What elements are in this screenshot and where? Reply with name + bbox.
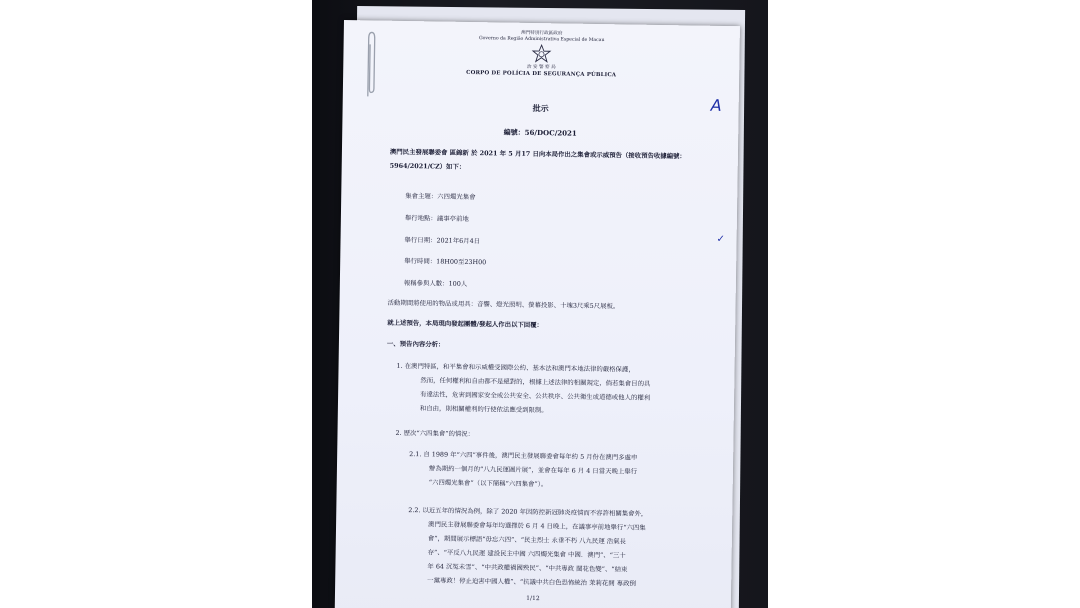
point-2-2-line: 存”、“平反八九民運 建設民主中國 六四燭光集會 中國．澳門”、“三十 xyxy=(427,548,626,560)
police-name-zh: 治 安 警 察 局 xyxy=(526,64,556,71)
point-2-1-line: 2.1. 自 1989 年“六四”事件後，澳門民主發展聯委會每年約 5 月份在澳門多處申 xyxy=(409,450,638,462)
gov-name-zh: 澳門特別行政區政府 xyxy=(521,30,563,37)
point-2-heading: 2. 歷次“六四集會”的情況： xyxy=(395,428,475,439)
point-2-2-line: 年 64 沉冤未雪”、“中共政權禍國殃民”、“中共專政 闊花色變”、“結束 xyxy=(427,562,628,574)
point-2-2-line: 會”，期間展示標語“毋忘六四”、“民主烈士 永垂不朽 八九民運 浩氣長 xyxy=(427,534,627,546)
point-2-2 xyxy=(407,503,728,592)
point-2-2-line: 澳門民主發展聯委會每年均選擇於 6 月 4 日晚上，在議事亭前地舉行“六四集 xyxy=(428,520,646,532)
detail-0: 集會主題：六四燭光集會 xyxy=(405,191,476,202)
handwritten-initial: A xyxy=(710,95,722,115)
point-2-2-line: 2.2. 以近五年的情況為例，除了 2020 年因防控新冠肺炎疫情而不容許相關集會外， xyxy=(408,506,648,518)
police-emblem-icon xyxy=(531,44,551,64)
police-name-pt: CORPO DE POLÍCIA DE SEGURANÇA PÚBLICA xyxy=(466,69,617,79)
doc-title: 批示 xyxy=(532,102,549,114)
detail-4: 報稱參與人數：100人 xyxy=(403,278,468,288)
detail-2: 舉行日期：2021年6月4日 xyxy=(404,235,481,246)
point-2-1 xyxy=(409,447,730,494)
point-1 xyxy=(396,359,727,420)
decision-line: 就上述預告，本局現向發起團體/發起人作出以下回覆： xyxy=(387,318,544,330)
letterhead xyxy=(343,28,740,80)
point-2-1-line: “六四燭光集會”（以下簡稱“六四集會”）。 xyxy=(428,478,548,489)
document-page xyxy=(335,20,740,608)
items-line: 活動期間將使用的物品或用具：音響、燈光照明、螢幕投影、十塊3尺乘5尺展板。 xyxy=(387,298,620,311)
detail-1: 舉行地點：議事亭前地 xyxy=(404,213,469,223)
point-1-line: 然而，任何權利和自由都不是絕對的，根據上述法律的相關規定，倘若集會目的具 xyxy=(420,376,651,388)
point-2-1-line: 辦為期約一個月的“八九民運圖片展”，並會在每年 6 月 4 日當天晚上舉行 xyxy=(428,464,638,476)
intro-paragraph: 澳門民主發展聯委會 區錦新 於 2021 年 5 月17 日向本局作出之集會或示威預告（接收預告收據編號：5964/2021/CZ）如下： xyxy=(389,147,686,171)
photo-background xyxy=(312,0,768,608)
section-one-heading: 一、預告內容分析： xyxy=(386,339,445,349)
doc-reference: 編號：56/DOC/2021 xyxy=(503,127,577,138)
gov-name-pt: Governo da Região Administrativa Especial de Macau xyxy=(478,36,605,44)
point-1-line: 有違法性，危害到國家安全或公共安全、公共秩序、公共衛生或道德或他人的權利 xyxy=(420,390,651,402)
detail-3: 舉行時間：18H00至23H00 xyxy=(404,256,487,267)
page-number: 1/12 xyxy=(526,594,540,603)
point-1-line: 和自由，則相關權利的行使依法應受到限制。 xyxy=(419,404,548,415)
point-2-2-line: 一黨專政！停止迫害中國人權”、“抗議中共白色恐怖統治 茉莉花開 專政倒 xyxy=(427,576,636,588)
handwritten-tick: ✓ xyxy=(716,233,726,246)
point-1-line: 1. 在澳門特區，和平集會和示威權受國際公約、基本法和澳門本地法律的嚴格保護， xyxy=(396,361,635,374)
